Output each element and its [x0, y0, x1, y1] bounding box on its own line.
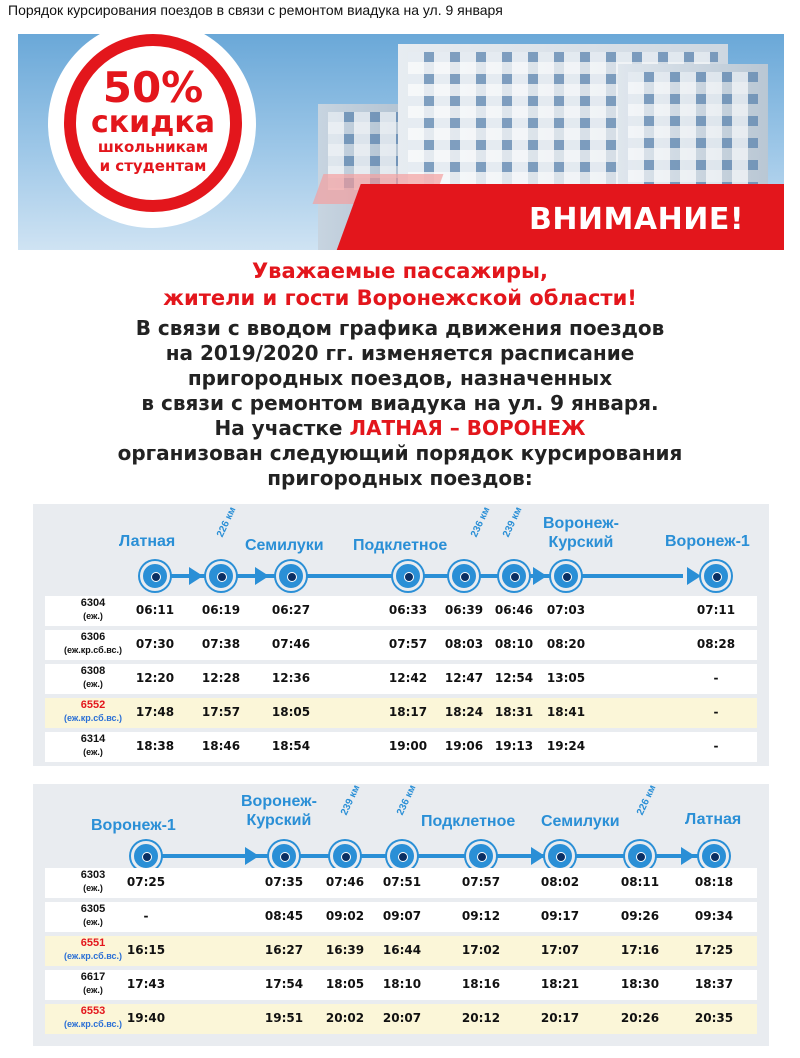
time-cell: 12:36: [271, 671, 311, 685]
table-row: [45, 868, 757, 898]
stop-node: [206, 561, 236, 591]
time-cell: 17:16: [620, 943, 660, 957]
announcement-line: пригородных поездов:: [267, 466, 533, 490]
time-cell: 17:48: [135, 705, 175, 719]
time-cell: 08:18: [694, 875, 734, 889]
time-cell: 18:24: [444, 705, 484, 719]
time-cell: 17:43: [126, 977, 166, 991]
train-id: 6551 (еж.кр.сб.вс.): [63, 937, 123, 961]
station-label-semiluki: Семилуки: [541, 813, 620, 830]
train-id: 6303 (еж.): [80, 869, 106, 893]
announcement-line: [0, 416, 800, 441]
discount-audience-2: и студентам: [99, 157, 207, 175]
station-label-voronezh-kursky: Воронеж- Курский: [543, 515, 619, 551]
time-cell: 08:28: [696, 637, 736, 651]
time-cell: 18:37: [694, 977, 734, 991]
station-label-latnaya: Латная: [119, 533, 176, 550]
stop-node: [466, 841, 496, 871]
km-marker: 236 км: [469, 505, 493, 539]
time-cell: 12:54: [494, 671, 534, 685]
time-cell: -: [713, 671, 719, 685]
time-cell: 09:02: [325, 909, 365, 923]
announcement-line: организован следующий порядок курсирования: [117, 441, 683, 465]
time-cell: 07:46: [271, 637, 311, 651]
train-id: 6305 (еж.): [80, 903, 106, 927]
greeting: [0, 258, 800, 312]
time-cell: 08:02: [540, 875, 580, 889]
train-id: 6308 (еж.): [80, 665, 106, 689]
time-cell: 18:16: [461, 977, 501, 991]
time-cell: 19:51: [264, 1011, 304, 1025]
time-cell: -: [713, 705, 719, 719]
announcement-line: пригородных поездов, назначенных: [187, 366, 613, 390]
time-cell: 06:19: [201, 603, 241, 617]
time-cell: 16:27: [264, 943, 304, 957]
time-cell: 20:17: [540, 1011, 580, 1025]
station-label-semiluki: Семилуки: [245, 537, 324, 554]
direction-arrow: [245, 847, 259, 865]
time-cell: 18:17: [388, 705, 428, 719]
time-cell: 19:06: [444, 739, 484, 753]
discount-word: скидка: [91, 105, 215, 140]
schedule-table-outbound: [33, 504, 769, 766]
time-cell: 06:33: [388, 603, 428, 617]
time-cell: 12:42: [388, 671, 428, 685]
table-row: [45, 596, 757, 626]
time-cell: 20:26: [620, 1011, 660, 1025]
time-cell: 09:17: [540, 909, 580, 923]
route-line: [143, 854, 703, 858]
table-row: [45, 970, 757, 1000]
time-cell: 07:57: [388, 637, 428, 651]
table-row: [45, 936, 757, 966]
time-cell: 18:05: [271, 705, 311, 719]
discount-audience-1: школьникам: [97, 138, 209, 156]
time-cell: 07:35: [264, 875, 304, 889]
time-cell: 08:45: [264, 909, 304, 923]
table-row: [45, 698, 757, 728]
time-cell: -: [713, 739, 719, 753]
time-cell: 17:02: [461, 943, 501, 957]
train-id: 6314 (еж.): [80, 733, 106, 757]
time-cell: 07:38: [201, 637, 241, 651]
table-row: [45, 664, 757, 694]
direction-arrow: [687, 567, 701, 585]
time-cell: 06:46: [494, 603, 534, 617]
table-row: [45, 902, 757, 932]
stop-node: [393, 561, 423, 591]
km-marker: 239 км: [339, 783, 363, 817]
time-cell: 18:41: [546, 705, 586, 719]
stop-node: [701, 561, 731, 591]
stop-node: [625, 841, 655, 871]
direction-arrow: [681, 847, 695, 865]
section-prefix: На участке: [214, 416, 350, 440]
stop-node: [449, 561, 479, 591]
time-cell: 19:13: [494, 739, 534, 753]
station-label-podkletnoe: Подклетное: [421, 813, 516, 830]
time-cell: 19:24: [546, 739, 586, 753]
time-cell: 20:35: [694, 1011, 734, 1025]
km-marker: 226 км: [635, 783, 659, 817]
time-cell: -: [143, 909, 149, 923]
time-cell: 07:46: [325, 875, 365, 889]
table-row: [45, 732, 757, 762]
train-id: 6552 (еж.кр.сб.вс.): [63, 699, 123, 723]
station-label-voronezh-1: Воронеж-1: [665, 533, 750, 550]
station-label-latnaya: Латная: [685, 811, 742, 828]
time-cell: 16:39: [325, 943, 365, 957]
time-cell: 17:57: [201, 705, 241, 719]
km-marker: 236 км: [395, 783, 419, 817]
stop-node: [499, 561, 529, 591]
train-id: 6553 (еж.кр.сб.вс.): [63, 1005, 123, 1029]
time-cell: 12:47: [444, 671, 484, 685]
time-cell: 20:02: [325, 1011, 365, 1025]
discount-badge: [64, 34, 242, 212]
announcement-body: [0, 316, 800, 491]
schedule-table-inbound: [33, 784, 769, 1046]
time-cell: 18:30: [620, 977, 660, 991]
time-cell: 18:54: [271, 739, 311, 753]
announcement-line: в связи с ремонтом виадука на ул. 9 января.: [141, 391, 659, 415]
time-cell: 08:03: [444, 637, 484, 651]
announcement-line: В связи с вводом графика движения поездов: [135, 316, 665, 340]
time-cell: 18:38: [135, 739, 175, 753]
time-cell: 07:11: [696, 603, 736, 617]
time-cell: 08:11: [620, 875, 660, 889]
time-cell: 20:12: [461, 1011, 501, 1025]
time-cell: 07:51: [382, 875, 422, 889]
stop-node: [545, 841, 575, 871]
section-highlight: ЛАТНАЯ – ВОРОНЕЖ: [349, 416, 586, 440]
time-cell: 17:07: [540, 943, 580, 957]
stop-node: [330, 841, 360, 871]
station-label-podkletnoe: Подклетное: [353, 537, 448, 554]
stop-node: [269, 841, 299, 871]
time-cell: 13:05: [546, 671, 586, 685]
time-cell: 18:10: [382, 977, 422, 991]
time-cell: 18:46: [201, 739, 241, 753]
time-cell: 09:12: [461, 909, 501, 923]
time-cell: 18:05: [325, 977, 365, 991]
direction-arrow: [189, 567, 203, 585]
time-cell: 06:27: [271, 603, 311, 617]
time-cell: 06:39: [444, 603, 484, 617]
attention-banner: [18, 34, 784, 250]
direction-arrow: [531, 847, 545, 865]
time-cell: 17:54: [264, 977, 304, 991]
time-cell: 19:00: [388, 739, 428, 753]
stop-node: [387, 841, 417, 871]
stop-node: [699, 841, 729, 871]
km-marker: 226 км: [215, 505, 239, 539]
time-cell: 07:03: [546, 603, 586, 617]
attention-heading: ВНИМАНИЕ!: [528, 202, 744, 237]
time-cell: 09:26: [620, 909, 660, 923]
greeting-line: Уважаемые пассажиры,: [251, 259, 549, 283]
table-row: [45, 1004, 757, 1034]
page-title: Порядок курсирования поездов в связи с ремонтом виадука на ул. 9 января: [8, 2, 503, 18]
stop-node: [551, 561, 581, 591]
time-cell: 12:20: [135, 671, 175, 685]
train-id: 6304 (еж.): [80, 597, 106, 621]
time-cell: 07:57: [461, 875, 501, 889]
stop-node: [140, 561, 170, 591]
stop-node: [276, 561, 306, 591]
time-cell: 18:31: [494, 705, 534, 719]
time-cell: 12:28: [201, 671, 241, 685]
time-cell: 09:34: [694, 909, 734, 923]
time-cell: 07:30: [135, 637, 175, 651]
time-cell: 09:07: [382, 909, 422, 923]
stop-node: [131, 841, 161, 871]
table-row: [45, 630, 757, 660]
time-cell: 06:11: [135, 603, 175, 617]
announcement-line: на 2019/2020 гг. изменяется расписание: [165, 341, 635, 365]
time-cell: 17:25: [694, 943, 734, 957]
km-marker: 239 км: [501, 505, 525, 539]
time-cell: 08:20: [546, 637, 586, 651]
time-cell: 07:25: [126, 875, 166, 889]
station-label-voronezh-kursky: Воронеж- Курский: [241, 793, 317, 829]
station-label-voronezh-1: Воронеж-1: [91, 817, 176, 834]
direction-arrow: [255, 567, 269, 585]
discount-percent: 50%: [102, 63, 204, 112]
time-cell: 20:07: [382, 1011, 422, 1025]
time-cell: 19:40: [126, 1011, 166, 1025]
time-cell: 16:44: [382, 943, 422, 957]
time-cell: 18:21: [540, 977, 580, 991]
train-id: 6306 (еж.кр.сб.вс.): [63, 631, 123, 655]
direction-arrow: [533, 567, 547, 585]
time-cell: 08:10: [494, 637, 534, 651]
time-cell: 16:15: [126, 943, 166, 957]
greeting-line: жители и гости Воронежской области!: [163, 286, 637, 310]
train-id: 6617 (еж.): [80, 971, 106, 995]
